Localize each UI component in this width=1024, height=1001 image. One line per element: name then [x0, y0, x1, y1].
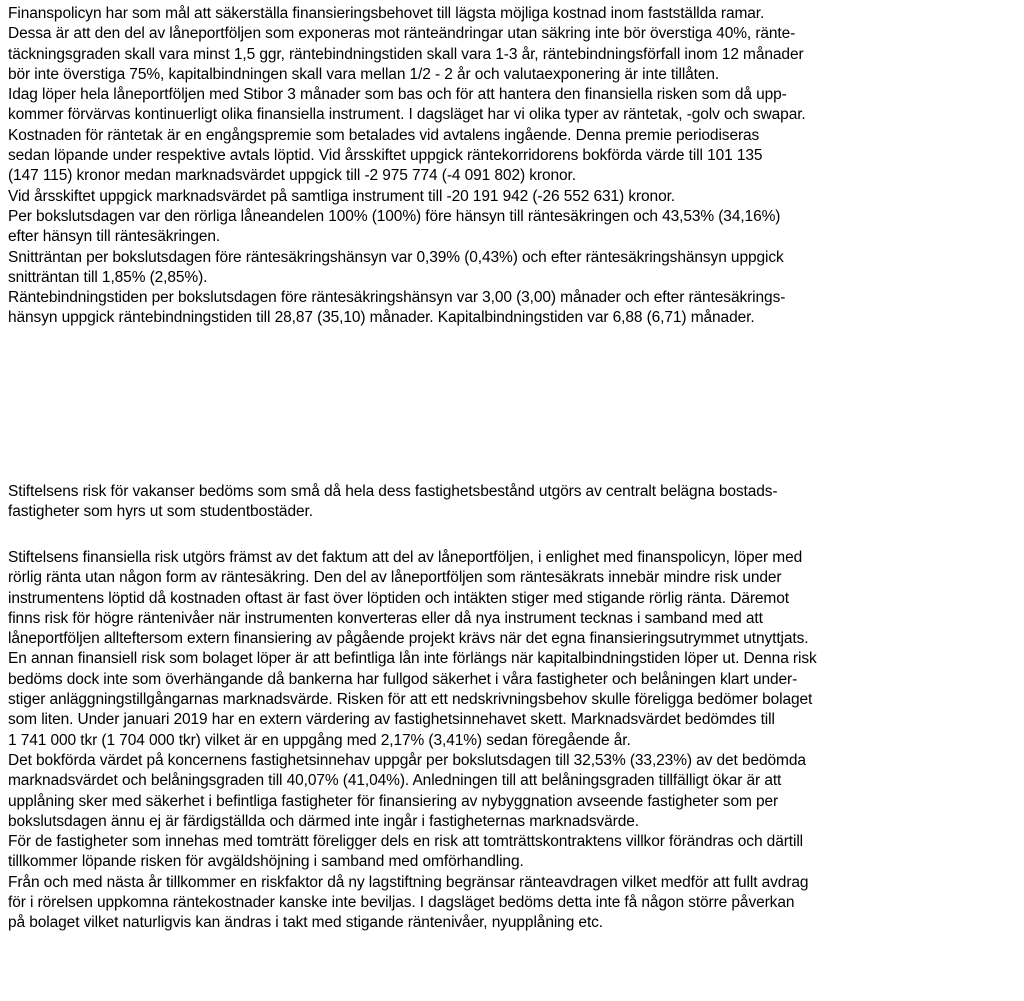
- text-line: som liten. Under januari 2019 har en extern värdering av fastighetsinnehavet skett. Marknadsvärdet bedömdes till: [8, 711, 775, 729]
- text-line: Stiftelsens finansiella risk utgörs främst av det faktum att del av låneportföljen, i enlighet med finanspolicyn, löper med: [8, 549, 803, 566]
- text-line: hänsyn uppgick räntebindningstiden till 28,87 (35,10) månader. Kapitalbindningstiden var 6,88 (6,71) månader.: [8, 309, 755, 327]
- text-line: på bolaget vilket naturligvis kan ändras i takt med stigande räntenivåer, nyupplåning etc.: [8, 914, 604, 932]
- text-line: (147 115) kronor medan marknadsvärdet uppgick till -2 975 774 (-4 091 802) kronor.: [8, 167, 576, 185]
- text-line: kommer förvärvas kontinuerligt olika finansiella instrument. I dagsläget har vi olika typer av räntetak, -golv och swapar.: [8, 106, 806, 124]
- text-line: sedan löpande under respektive avtals löptid. Vid årsskiftet uppgick räntekorridorens bokförda värde till 101 135: [8, 147, 763, 165]
- text-line: Det bokförda värdet på koncernens fastighetsinnehav uppgår per bokslutsdagen till 32,53% (33,23%) av det bedömda: [8, 751, 806, 769]
- text-line: instrumentens löptid då kostnaden oftast är fast över löptiden och intäkten stiger med stigande rörlig ränta. Däremot: [8, 589, 789, 607]
- text-line: låneportföljen allteftersom extern finansiering av pågående projekt krävs när det egna finansieringsutrymmet utnyttjats.: [8, 630, 809, 648]
- text-line: tillkommer löpande risken för avgäldshöjning i samband med omförhandling.: [8, 853, 524, 871]
- finance-policy-section: [8, 4, 1018, 329]
- text-line: finns risk för högre räntenivåer när instrumenten konverteras eller då nya instrument tecknas i samband med att: [8, 609, 763, 627]
- text-line: bokslutsdagen ännu ej är färdigställda och därmed inte ingår i fastigheternas marknadsvärde.: [8, 812, 639, 830]
- text-line: Stiftelsens risk för vakanser bedöms som små då hela dess fastighetsbestånd utgörs av centralt belägna bostads-: [8, 483, 778, 500]
- text-line: En annan finansiell risk som bolaget löper är att befintliga lån inte förlängs när kapitalbindningstiden löper ut. Denna risk: [8, 650, 817, 668]
- text-line: för i rörelsen uppkomna räntekostnader kanske inte beviljas. I dagsläget bedöms detta inte få någon större påverkan: [8, 894, 795, 912]
- text-line: stiger anläggningstillgångarnas marknadsvärde. Risken för att ett nedskrivningsbehov skulle föreligga bedömer bolaget: [8, 691, 813, 709]
- text-line: marknadsvärdet och belåningsgraden till 40,07% (41,04%). Anledningen till att belåningsgraden tillfälligt ökar är att: [8, 772, 782, 790]
- text-line: Finanspolicyn har som mål att säkerställa finansieringsbehovet till lägsta möjliga kostnad inom fastställda ramar.: [8, 5, 765, 22]
- text-line: fastigheter som hyrs ut som studentbostäder.: [8, 503, 313, 521]
- text-line: Kostnaden för räntetak är en engångspremie som betalades vid avtalens ingående. Denna premie periodiseras: [8, 126, 760, 144]
- text-line: snitträntan till 1,85% (2,85%).: [8, 268, 208, 286]
- text-line: bedöms dock inte som överhängande då bankerna har fullgod säkerhet i våra fastigheter och belåningen klart under-: [8, 670, 798, 688]
- text-line: Räntebindningstiden per bokslutsdagen före räntesäkringshänsyn var 3,00 (3,00) månader och efter räntesäkrings-: [8, 289, 786, 307]
- text-line: Vid årsskiftet uppgick marknadsvärdet på samtliga instrument till -20 191 942 (-26 552 631) kronor.: [8, 187, 675, 205]
- vacancy-risk-section: [8, 482, 1018, 523]
- text-line: Snitträntan per bokslutsdagen före räntesäkringshänsyn var 0,39% (0,43%) och efter räntesäkringshänsyn uppgick: [8, 248, 784, 266]
- text-line: upplåning sker med säkerhet i befintliga fastigheter för finansiering av nybyggnation avseende fastigheter som per: [8, 792, 779, 810]
- text-line: Dessa är att den del av låneportföljen som exponeras mot ränteändringar utan säkring inte bör överstiga 40%, ränte-: [8, 25, 796, 43]
- text-line: Från och med nästa år tillkommer en riskfaktor då ny lagstiftning begränsar ränteavdragen vilket medför att fullt avdrag: [8, 873, 809, 891]
- financial-risk-section: [8, 548, 1018, 934]
- text-line: Per bokslutsdagen var den rörliga låneandelen 100% (100%) före hänsyn till räntesäkringen och 43,53% (34,16%): [8, 207, 781, 225]
- text-line: Idag löper hela låneportföljen med Stibor 3 månader som bas och för att hantera den finansiella risken som då upp-: [8, 86, 787, 104]
- text-line: bör inte överstiga 75%, kapitalbindningen skall vara mellan 1/2 - 2 år och valutaexponering är inte tillåten.: [8, 65, 720, 83]
- text-line: För de fastigheter som innehas med tomträtt föreligger dels en risk att tomträttskontraktens villkor förändras och därtill: [8, 833, 804, 851]
- text-line: efter hänsyn till räntesäkringen.: [8, 228, 221, 246]
- text-line: rörlig ränta utan någon form av räntesäkring. Den del av låneportföljen som räntesäkrats innebär mindre risk under: [8, 569, 782, 587]
- text-line: 1 741 000 tkr (1 704 000 tkr) vilket är en uppgång med 2,17% (3,41%) sedan föregående år.: [8, 731, 631, 749]
- text-line: täckningsgraden skall vara minst 1,5 ggr, räntebindningstiden skall vara 1-3 år, räntebindningsförfall inom 12 månader: [8, 45, 804, 63]
